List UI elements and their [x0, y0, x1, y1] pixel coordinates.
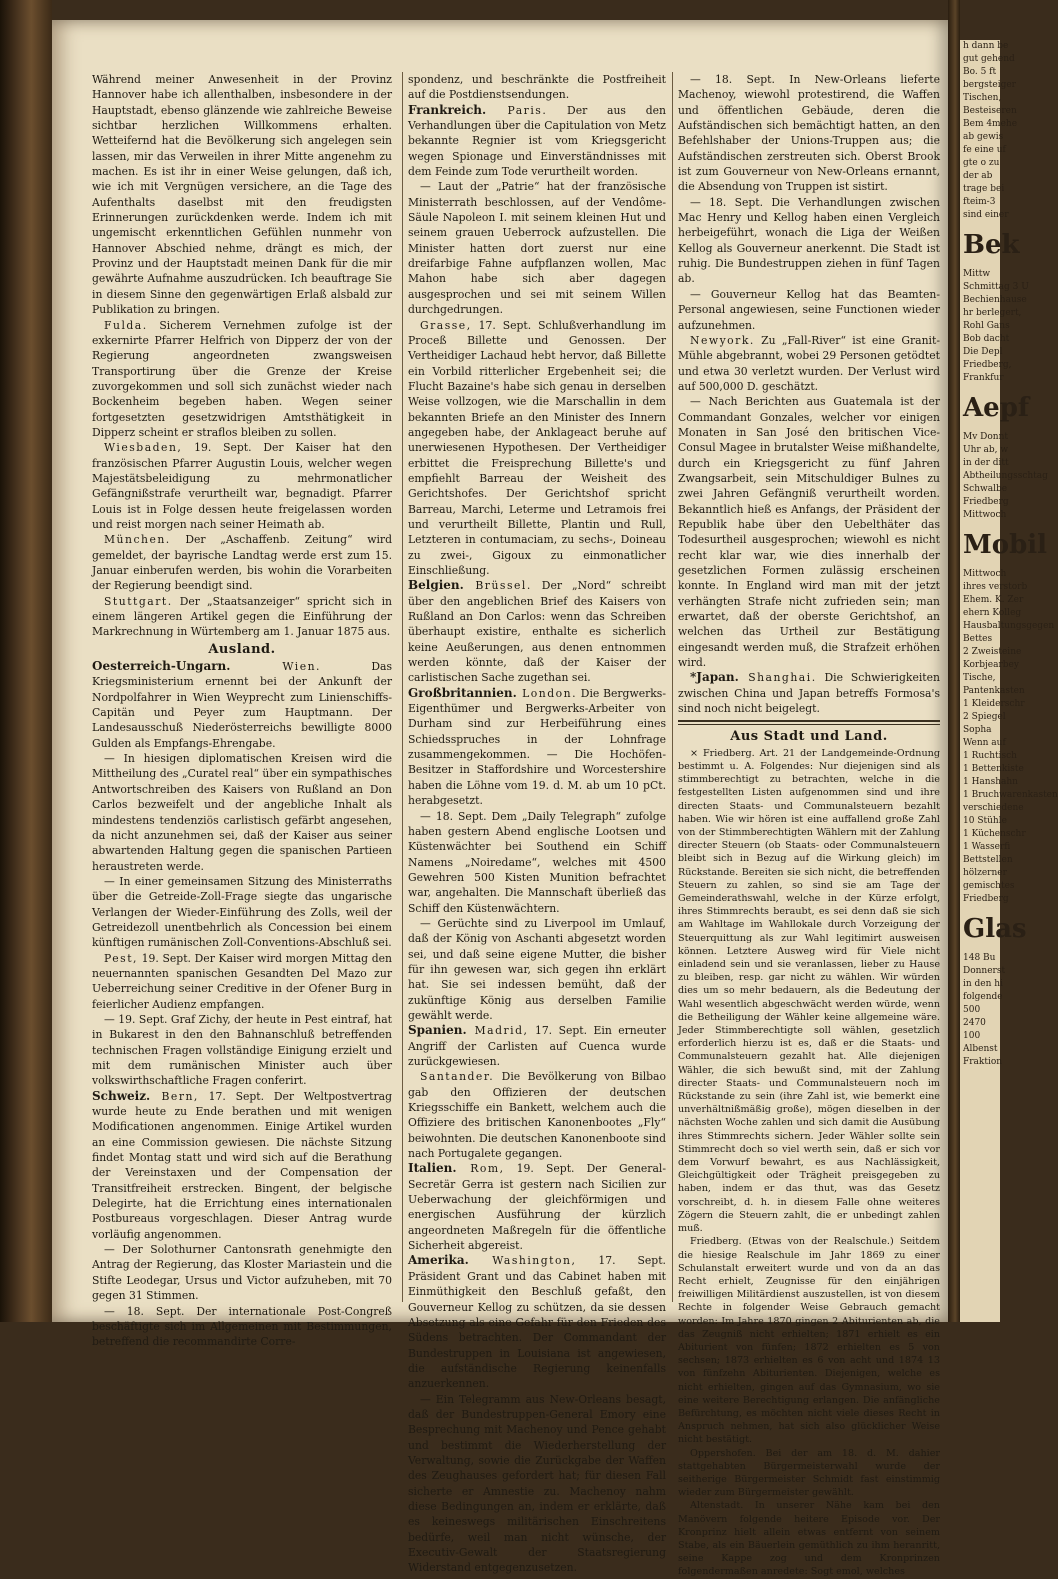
- article-dateline: Washington,: [468, 1254, 577, 1268]
- article-text: spondenz, und beschränkte die Postfreiheit auf die Postdienstsendungen.: [408, 73, 666, 102]
- article-text: 17. Sept. Schlußverhandlung im Proceß Billette und Genossen. Der Vertheidiger Lachaud hebt hervor, daß Billette ein Vorbild ritterlicher Ergebenheit sei; die Flucht Bazaine's habe sich genau in derselben Weise vollzogen, wie die Marschallin in dem bekannten Briefe an den Minister des Innern angegeben habe, der Anklageact beruhe auf unerwiesenen Hypothesen. Der Vertheidiger erbittet die Freisprechung Billette's und empfiehlt Barreau der Weisheit des Gerichtshofes. Der Gerichtshof spricht Barreau, Marchi, Leterme und Letramois frei und verurtheilt Billette, Plantin und Rull, Letzteren in contumaciam, zu sechs-, Doineau zu zwei-, Gigoux zu einmonatlicher Einschließung.: [408, 318, 666, 577]
- adjacent-page-text-fragment: bergsteiger: [963, 80, 1016, 90]
- article-text: — Gouverneur Kellog hat das Beamten-Personal angewiesen, seine Functionen wieder aufzunehmen.: [678, 287, 940, 332]
- adjacent-page-text-fragment: 1 Küchenschr: [963, 829, 1026, 839]
- adjacent-page-text-fragment: Bo. 5 ft: [963, 67, 997, 77]
- adjacent-page-text-fragment: Mittwoch: [963, 510, 1007, 520]
- article-country: Amerika.: [408, 1253, 469, 1268]
- adjacent-page-text-fragment: Uhr ab, w: [963, 445, 1009, 455]
- article-paragraph: [678, 1447, 940, 1500]
- column-rule: [672, 72, 673, 1302]
- adjacent-page-text-fragment: 2 Zweisteine: [963, 647, 1022, 657]
- article-dateline: Shanghai.: [738, 671, 817, 685]
- article-text: 17. Sept. Präsident Grant und das Cabinet haben mit Einmüthigkeit den Beschluß gefaßt, den Gouverneur Kellog zu schützen, da sie dessen Absetzung als eine Gefahr für den Frieden des Südens betrachten. Der Commandant der Bundestruppen in Louisiana ist angewiesen, die aufständische Regierung keinenfalls anzuerkennen.: [408, 1254, 666, 1391]
- article-paragraph: [408, 1023, 666, 1069]
- article-paragraph: [678, 72, 940, 195]
- adjacent-page-fragments-lower: [960, 431, 1048, 522]
- section-heading: Ausland.: [208, 641, 276, 657]
- adjacent-page-edge: [960, 40, 1058, 1322]
- adjacent-page-text-fragment: Wenn auf: [963, 738, 1006, 748]
- article-text: — Der Solothurner Cantonsrath genehmigte den Antrag der Regierung, das Kloster Mariastein und die Stifte Leodegar, Ursus und Victor aufzuheben, mit 70 gegen 31 Stimmen.: [92, 1243, 392, 1303]
- adjacent-page-text-fragment: Mv Donnt: [963, 432, 1009, 442]
- adjacent-page-text-fragment: Albenst: [963, 1044, 998, 1054]
- adjacent-page-text-fragment: Donnerst: [963, 966, 1006, 976]
- article-text: — Nach Berichten aus Guatemala ist der Commandant Gonzales, welcher vor einigen Monaten in San José den britischen Vice-Consul Magee in brutalster Weise mißhandelte, durch ein Kriegsgericht zu fünf Jahren Zwangsarbeit, sein Mitschuldiger Bulnes zu zwei Jahren Gefängniß verurtheilt worden. Bekanntlich hieß es Anfangs, der Präsident der Republik habe über den Uebelthäter das Todesurtheil ausgesprochen; wiewohl es nicht recht klar war, wie dies innerhalb der gesetzlichen Formen zulässig erscheinen konnte. In England wird man mit der jetzt verhängten Strafe nicht zufrieden sein; man erwartet, daß der oberste Gerichtshof, an welchen das Urtheil zur Bestätigung eingesandt werden muß, die Strafzeit erhöhen wird.: [678, 395, 940, 670]
- article-paragraph: [408, 179, 666, 317]
- adjacent-page-text-fragment: sind einer: [963, 210, 1009, 220]
- adjacent-page-text-fragment: in den hi: [963, 979, 1003, 989]
- article-dateline: Wien.: [230, 660, 321, 674]
- article-text: Zu „Fall-River“ ist eine Granit-Mühle abgebrannt, wobei 29 Personen getödtet und etwa 30 verletzt wurden. Der Verlust wird auf 500,000 D. geschätzt.: [678, 333, 940, 393]
- article-dateline: Brüssel.: [463, 579, 532, 593]
- adjacent-page-text-fragment: 1 Kleiderschr: [963, 699, 1025, 709]
- article-paragraph: [92, 318, 392, 441]
- article-text: Die Bergwerks-Eigenthümer und Bergwerks-Arbeiter von Durham sind zur Herbeiführung eines Schiedsspruches in der Lohnfrage zusammengekommen. — Die Hochöfen-Besitzer in Staffordshire und Worcestershire haben die Löhne vom 19. d. M. ab um 10 pCt. herabgesetzt.: [408, 686, 666, 808]
- article-text: Während meiner Anwesenheit in der Provinz Hannover habe ich allenthalben, insbesondere in der Hauptstadt, ebenso glänzende wie zahlreiche Beweise sichtbar herzlichen Willkommens erhalten. Wetteifernd hat die Bevölkerung sich angelegen sein lassen, mir das Verweilen in ihrer Mitte angenehm zu machen. Es ist ihr in einer Weise gelungen, daß ich, wie ich mit Vergnügen versichere, an die Tage des Aufenthalts daselbst mit den freudigsten Erinnerungen zurückdenken werde. Indem ich mit ungemischt erkenntlichen Gefühlen nunmehr von Hannover Abschied nehme, drängt es mich, der Provinz und der Hauptstadt meinen Dank für die mir gewährte Aufnahme auszudrücken. Ich beauftrage Sie in diesem Sinne den gegenwärtigen Erlaß alsbald zur Publikation zu bringen.: [92, 73, 392, 317]
- article-paragraph: [408, 1253, 666, 1391]
- adjacent-page-text-fragment: Frankfur: [963, 373, 1004, 383]
- article-text: — 18. Sept. Dem „Daily Telegraph“ zufolge haben gestern Abend englische Lootsen und Küstenwächter bei Southend ein Schiff Namens „Noiredame“, welches mit 4500 Gewehren 500 Kisten Munition befrachtet war, angehalten. Die Mannschaft überließ das Schiff den Küstenwächtern.: [408, 809, 666, 915]
- article-paragraph: [92, 1089, 392, 1242]
- article-country: Italien.: [408, 1161, 457, 1176]
- article-paragraph: [92, 751, 392, 874]
- adjacent-page-text-fragment: Bem 4mehe: [963, 119, 1018, 129]
- article-paragraph: [92, 72, 392, 318]
- article-paragraph: [408, 916, 666, 1023]
- article-country: Schweiz.: [92, 1088, 151, 1103]
- article-paragraph: [678, 394, 940, 670]
- adjacent-page-text-fragment: fe eine uf: [963, 145, 1006, 155]
- article-paragraph: [678, 670, 940, 716]
- adjacent-page-text-fragment: 10 Stühle: [963, 816, 1007, 826]
- article-column-2: [408, 72, 667, 1575]
- article-paragraph: [408, 1392, 666, 1576]
- adjacent-page-text-fragment: Bettstellen: [963, 855, 1013, 865]
- adjacent-page-text-fragment: 1 Wasserfi: [963, 842, 1011, 852]
- adjacent-page-text-fragment: Abtheilungsschtag: [963, 471, 1048, 481]
- adjacent-page-text-fragment: 1 Ruchtisch: [963, 751, 1017, 761]
- adjacent-page-text-fragment: Mittw: [963, 269, 991, 279]
- article-text: × Friedberg. Art. 21 der Landgemeinde-Ordnung bestimmt u. A. Folgendes: Nur diejenigen sind als stimmberechtigt zu betrachten, welche in die festgestellten Listen aufgenommen sind und ihre directen Staats- und Communalsteuern bezahlt haben. Wie wir hören ist eine auffallend große Zahl von der Stimmberechtigten Wählern mit der Zahlung directer Steuern (ob Staats- oder Communalsteuern bleibt sich in Bezug auf die Wirkung gleich) im Rückstande. Bereiten sie sich nicht, die betreffenden Steuern zu zahlen, so sind sie am Tage der Gemeinderathswahl, welche in der Kürze erfolgt, ihres Stimmrechts beraubt, es sei denn daß sie sich am Wahltage im Wahllokale durch Vorzeigung der Steuerquittung als zur Wahl legitimirt ausweisen können. Letztere Ausweg wird für Viele nicht einladend sein und sie veranlassen, lieber zu Hause zu bleiben, resp. gar nicht zu wählen. Wir würden dies um so mehr bedauern, als die Bedeutung der Wahl wesentlich abgeschwächt werden würde, wenn die Betheiligung der Wähler keine allgemeine wäre. Jeder Stimmberechtigte soll wählen, gesetzlich erforderlich hierzu ist es, daß er die Staats- und Communalsteuern gezahlt hat. Alle diejenigen Wähler, die sich bewußt sind, mit der Zahlung directer Staats- und Communalsteuern noch im Rückstande zu sein (ihre Zahl ist, wie bemerkt eine unverhältnißmäßig große), mögen dieselben in der nächsten Woche zahlen und sich damit die Ausübung ihres Stimmrechts sichern. Jeder Wähler sollte sein Stimmrecht doch so viel werth sein, daß er sich vor dem Vorwurf bewahrt, es aus Nachlässigkeit, Gleichgültigkeit oder Trägheit preisgegeben zu haben, indem er das thut, was das Gesetz vorschreibt, d. h. in diesem Falle ohne weiteres Zögern die Steuern zahlt, die er unbedingt zahlen muß.: [678, 747, 940, 1235]
- article-text: Der „Staatsanzeiger“ spricht sich in einem längeren Artikel gegen die Einführung der Markrechnung in Würtemberg am 1. Januar 1875 aus.: [92, 594, 392, 639]
- adjacent-page-text-fragment: ihres verstorb: [963, 582, 1028, 592]
- adjacent-page-text-fragment: 2 Spiegel: [963, 712, 1006, 722]
- adjacent-page-headline: Mobil: [963, 530, 1048, 560]
- adjacent-page-text-fragment: Sopha: [963, 725, 992, 735]
- article-paragraph: [408, 1069, 666, 1161]
- article-country: Großbritannien.: [408, 685, 517, 700]
- article-text: — 18. Sept. In New-Orleans lieferte Machenoy, wiewohl protestirend, die Waffen und öffentlichen Gebäude, deren die Aufständischen sich bemächtigt hatten, an den Befehlshaber der Unions-Truppen aus; die Aufständischen zerstreuten sich. Oberst Brook ist zum Gouverneur von New-Orleans ernannt, die Absendung von Truppen ist sistirt.: [678, 73, 940, 194]
- article-paragraph: [678, 333, 940, 394]
- article-country: Belgien.: [408, 578, 464, 593]
- adjacent-page-fragments-end: [960, 952, 1006, 1069]
- article-country: Frankreich.: [408, 102, 487, 117]
- adjacent-page-text-fragment: Rohl Gans: [963, 321, 1010, 331]
- article-text: Das Kriegsministerium ernennt bei der Ankunft der Nordpolfahrer in Wien Weyprecht zum Linienschiffs-Capitän und Peyer zum Hauptmann. Der Landesausschuß Niederösterreichs bewilligte 8000 Gulden als Empfangs-Ehrengabe.: [92, 660, 392, 750]
- article-dateline: Pest,: [104, 951, 138, 965]
- article-text: Der „Aschaffenb. Zeitung“ wird gemeldet, der bayrische Landtag werde erst zum 15. Januar einberufen werden, bis wohin die Vorarbeiten der Regierung beendigt sind.: [92, 533, 392, 593]
- adjacent-page-text-fragment: Schmittag 3 U: [963, 282, 1029, 292]
- article-text: 17. Sept. Der Weltpostvertrag wurde heute zu Ende berathen und mit wenigen Modificationen angenommen. Einige Artikel wurden an eine Commission gewiesen. Die nächste Sitzung findet Montag statt und wird sich auf die Berathung der Vereinstaxen und der Compensation der Transitfreiheit erstrecken. Bingent, der belgische Delegirte, hat die Errichtung eines internationalen Postbureaus vorgeschlagen. Dieser Antrag wurde vorläufig angenommen.: [92, 1089, 393, 1241]
- adjacent-page-text-fragment: Korbjearbey: [963, 660, 1019, 670]
- adjacent-page-text-fragment: Tische,: [963, 673, 996, 683]
- article-paragraph: [408, 72, 666, 103]
- article-dateline: Wiesbaden,: [104, 441, 183, 455]
- adjacent-page-text-fragment: 1 Hanshahn: [963, 777, 1018, 787]
- article-paragraph: [92, 1012, 392, 1089]
- article-dateline: Madrid,: [466, 1024, 529, 1038]
- adjacent-page-text-fragment: Besteiseren: [963, 106, 1017, 116]
- article-text: Der „Nord“ schreibt über den angeblichen Brief des Kaisers von Rußland an Don Carlos: wenn das Schreiben überhaupt existire, enthalte es sicherlich keine Aeußerungen, aus denen entnommen werden könnte, daß der Kaiser der carlistischen Sache zugethan sei.: [408, 579, 666, 685]
- article-dateline: Newyork.: [690, 333, 755, 347]
- adjacent-page-text-fragment: Fraktion: [963, 1057, 1003, 1067]
- article-dateline: Fulda.: [104, 318, 148, 332]
- adjacent-page-text-fragment: 148 Bu: [963, 953, 996, 963]
- article-dateline: Stuttgart.: [104, 594, 173, 608]
- article-paragraph: [408, 578, 666, 685]
- adjacent-page-text-fragment: 500: [963, 1005, 981, 1015]
- adjacent-page-text-fragment: 2470: [963, 1018, 986, 1028]
- adjacent-page-text-fragment: Ehem. K. Zer: [963, 595, 1024, 605]
- adjacent-page-text-fragment: 100: [963, 1031, 981, 1041]
- article-paragraph: [678, 1499, 940, 1578]
- adjacent-page-text-fragment: 1 Bettenkiste: [963, 764, 1024, 774]
- adjacent-page-text-fragment: Tischen,: [963, 93, 1002, 103]
- book-spine: [0, 0, 52, 1322]
- adjacent-page-text-fragment: Die Depl: [963, 347, 1003, 357]
- article-text: Der aus den Verhandlungen über die Capitulation von Metz bekannte Regnier ist vom Kriegsgericht wegen Spionage und Einverständnisses mit dem Feinde zum Tode verurtheilt worden.: [408, 103, 666, 179]
- article-column-3: [678, 72, 940, 1578]
- adjacent-page-headline: Aepf: [963, 393, 1030, 423]
- article-text: — Ein Telegramm aus New-Orleans besagt, daß der Bundestruppen-General Emory eine Besprechung mit Machenoy und Pence gehabt und bestimmt die Wiederherstellung der Verwaltung, sowie die Zurückgabe der Waffen des Zeughauses gefordert hat; für diesen Fall sicherte er Amnestie zu. Machenoy nahm diese Bedingungen an, indem er erklärte, daß es keineswegs militärischen Einschreitens bedürfe, weil man nicht wünsche, der Executiv-Gewalt der Staatsregierung Widerstand entgegenzusetzen.: [408, 1392, 666, 1575]
- section-heading: Aus Stadt und Land.: [730, 729, 888, 745]
- adjacent-page-text-fragment: hr berlegert,: [963, 308, 1022, 318]
- article-dateline: Bern,: [150, 1089, 199, 1103]
- article-paragraph: [92, 440, 392, 532]
- article-paragraph: [92, 594, 392, 640]
- adjacent-page-text-fragment: in der ditt: [963, 458, 1009, 468]
- adjacent-page-text-fragment: Mittwoch: [963, 569, 1007, 579]
- adjacent-page-text-fragment: Schwalbe: [963, 484, 1008, 494]
- adjacent-page-text-fragment: verschiedene: [963, 803, 1024, 813]
- article-text: — 18. Sept. Die Verhandlungen zwischen Mac Henry und Kellog haben einen Vergleich herbeigeführt, wonach die Liga der Weißen Kellog als Gouverneur anerkennt. Die Stadt ist ruhig. Die Bundestruppen ziehen in fünf Tagen ab.: [678, 195, 940, 286]
- article-paragraph: [678, 1235, 940, 1446]
- adjacent-page-fragments-bottom: [960, 568, 1058, 906]
- article-text: — 18. Sept. Der internationale Post-Congreß beschäftigte sich im Allgemeinen mit Bestimmungen, betreffend die recommandirte Corre-: [92, 1304, 392, 1349]
- article-text: 19. Sept. Der Kaiser wird morgen Mittag den neuernannten spanischen Gesandten Del Mazo zur Ueberreichung seiner Creditive in der Ofener Burg in feierlicher Audienz empfangen.: [92, 951, 392, 1011]
- adjacent-page-text-fragment: h dann be: [963, 41, 1009, 51]
- adjacent-page-text-fragment: gemischtes: [963, 881, 1015, 891]
- article-text: 17. Sept. Ein erneuter Angriff der Carlisten auf Cuenca wurde zurückgewiesen.: [408, 1024, 666, 1068]
- adjacent-page-text-fragment: ehern Kolleg: [963, 608, 1022, 618]
- adjacent-page-text-fragment: fteim-3: [963, 197, 996, 207]
- adjacent-page-text-fragment: Pantenkasten: [963, 686, 1025, 696]
- article-paragraph: [408, 103, 666, 180]
- article-paragraph: [408, 686, 666, 809]
- adjacent-page-text-fragment: ab gewis: [963, 132, 1004, 142]
- adjacent-page-text-fragment: hölzerner: [963, 868, 1007, 878]
- adjacent-page-text-fragment: Bob dacht: [963, 334, 1010, 344]
- article-text: Die Schwierigkeiten zwischen China und Japan betreffs Formosa's sind noch nicht beigelegt.: [678, 671, 940, 716]
- article-paragraph: [408, 1161, 666, 1253]
- article-paragraph: [92, 1304, 392, 1350]
- article-country: Oesterreich-Ungarn.: [92, 659, 231, 674]
- article-text: Oppershofen. Bei der am 18. d. M. dahier stattgehabten Bürgermeisterwahl wurde der seitherige Bürgermeister Schmidt fast einstimmig wieder zum Bürgermeister gewählt.: [678, 1447, 940, 1499]
- article-text: Die Bevölkerung von Bilbao gab den Offizieren der deutschen Kriegsschiffe ein Bankett, welchem auch die Offiziere des britischen Kanonenbootes „Fly“ beiwohnten. Die deutschen Kanonenboote sind nach Portugalete gegangen.: [408, 1070, 666, 1161]
- adjacent-page-headline: Glas: [963, 914, 1027, 944]
- article-text: — 19. Sept. Graf Zichy, der heute in Pest eintraf, hat in Bukarest in den den Bahnanschluß betreffenden technischen Fragen vollständige Einigung erzielt und mit dem rumänischen Minister auch über volkswirthschaftliche Fragen conferirt.: [92, 1012, 392, 1088]
- article-paragraph: [408, 318, 666, 579]
- adjacent-page-headline: Bek: [963, 230, 1020, 260]
- article-text: 19. Sept. Der General-Secretär Gerra ist gestern nach Sicilien zur Ueberwachung der gleichförmigen und energischen Ausführung der kürzlich angeordneten Maßregeln für die öffentliche Sicherheit abgereist.: [408, 1162, 667, 1253]
- article-paragraph: [92, 532, 392, 593]
- article-paragraph: [678, 747, 940, 1236]
- adjacent-page-text-fragment: trage bei: [963, 184, 1005, 194]
- article-paragraph: [408, 809, 666, 916]
- page-gutter: [948, 0, 960, 1322]
- adjacent-page-text-fragment: Bechienhause: [963, 295, 1027, 305]
- article-paragraph: [92, 874, 392, 951]
- adjacent-page-text-fragment: Friedberg,: [963, 360, 1012, 370]
- adjacent-page-text-fragment: Bettes: [963, 634, 993, 644]
- adjacent-page-fragments-top: [960, 40, 1018, 222]
- article-dateline: Grasse,: [420, 318, 472, 332]
- adjacent-page-text-fragment: gut gehend: [963, 54, 1015, 64]
- article-text: — In hiesigen diplomatischen Kreisen wird die Mittheilung des „Curatel real“ über ein sympathisches Antwortschreiben des Kaisers von Rußland an Don Carlos bezweifelt und der angebliche Inhalt als mindestens tendenziös carlistisch gefärbt angesehen, da nicht anzunehmen sei, daß der Kaiser aus seiner abwartenden Haltung gegen die spanischen Partieen heraustreten werde.: [92, 752, 392, 873]
- article-text: Sicherem Vernehmen zufolge ist der exkernirte Pfarrer Helfrich von Dipperz der von der Regierung angeordneten zwangsweisen Transportirung über die Grenze der Kreise zuvorgekommen und soll sich zunächst wieder nach Bockenheim begeben haben. Wegen seiner fortgesetzten gesetzwidrigen Amtsthätigkeit in Dipperz scheint er straflos bleiben zu sollen.: [92, 318, 392, 439]
- article-paragraph: [92, 1242, 392, 1303]
- adjacent-page-text-fragment: folgende: [963, 992, 1003, 1002]
- article-text: Friedberg. (Etwas von der Realschule.) Seitdem die hiesige Realschule im Jahr 1869 zu einer Schulanstalt erweitert wurde und von da an das Recht erhielt, Zeugnisse für den einjährigen freiwilligen Militärdienst auszustellen, ist von diesem Rechte in folgender Weise Gebrauch gemacht worden: Im Jahre 1870 gingen 2 Abiturienten ab, die das Zeugniß nicht erhielten; 1871 erhielt es ein Abiturient von fünfen; 1872 erhielten es 5 von sechsen; 1873 erhielten es 6 von acht und 1874 13 von fünfzehn Abiturienten. Diejenigen, welche es nicht erhielten, gingen auf das Gymnasium, wo sie eine weitere Berechtigung erlangen. Die anfängliche Befürchtung, es möchten nicht viele dieses Recht in Anspruch nehmen, hat sich also glücklicher Weise nicht bestätigt.: [678, 1236, 940, 1446]
- article-text: Altenstadt. In unserer Nähe kam bei den Manövern folgende heitere Episode vor. Der Kronprinz hielt allein etwas entfernt von seinem Stabe, als ein Bäuerlein gemüthlich zu ihm heranritt, seine Kappe zog und dem Kronprinzen folgendermaßen anredete: Sogt emol, welches: [678, 1500, 940, 1578]
- adjacent-page-text-fragment: gte o zu: [963, 158, 1000, 168]
- adjacent-page-text-fragment: Hausbaltungsgegen: [963, 621, 1055, 631]
- adjacent-page-text-fragment: 1 Bruchwarenkasten: [963, 790, 1058, 800]
- article-dateline: London.: [516, 686, 578, 700]
- adjacent-page-text-fragment: Friedberg: [963, 894, 1009, 904]
- article-paragraph: [678, 287, 940, 333]
- article-text: — Gerüchte sind zu Liverpool im Umlauf, daß der König von Aschanti abgesetzt worden sei, und daß seine eigene Mutter, die bisher für ihn gewesen war, sich gegen ihn erklärt hat. Sie sei indessen bemüht, daß der zukünftige König aus derselben Familie gewählt werde.: [408, 916, 666, 1022]
- column-rule: [402, 72, 403, 1302]
- article-text: — Laut der „Patrie“ hat der französische Ministerrath beschlossen, auf der Vendôme-Säule Napoleon I. mit seinem kleinen Hut und seinem grauen Ueberrock aufzustellen. Die Minister hatten dort zuerst nur eine dreifarbige Fahne aufpflanzen wollen, Mac Mahon habe sich aber dagegen ausgesprochen und sei mit seinem Willen durchgedrungen.: [408, 180, 666, 317]
- adjacent-page-text-fragment: Friedberg: [963, 497, 1009, 507]
- article-country: Spanien.: [408, 1023, 467, 1038]
- section-divider: [678, 720, 940, 725]
- article-paragraph: [678, 195, 940, 287]
- article-paragraph: [92, 659, 392, 751]
- article-text: — In einer gemeinsamen Sitzung des Ministerraths über die Getreide-Zoll-Frage siegte das ungarische Verlangen der Wieder-Einführung des Zolls, weil der Getreidezoll unentbehrlich als Concession bei einem künftigen rumänischen Zoll-Conventions-Abschluß sei.: [92, 874, 392, 950]
- article-dateline: Paris.: [486, 103, 548, 117]
- adjacent-page-fragments-middle: [960, 268, 1029, 385]
- article-dateline: Rom,: [456, 1162, 505, 1176]
- article-text: 19. Sept. Der Kaiser hat den französischen Pfarrer Augustin Louis, welcher wegen Majestätsbeleidigung zu mehrmonatlicher Gefängnißstrafe verurtheilt war, begnadigt. Pfarrer Louis ist in Folge dessen heute freigelassen worden und reist morgen nach seiner Heimath ab.: [92, 441, 392, 531]
- article-column-1: [92, 72, 393, 1349]
- article-country: *Japan.: [690, 670, 739, 685]
- article-dateline: Santander.: [420, 1070, 495, 1084]
- adjacent-page-text-fragment: der ab: [963, 171, 993, 181]
- article-dateline: München.: [104, 533, 171, 547]
- article-paragraph: [92, 951, 392, 1012]
